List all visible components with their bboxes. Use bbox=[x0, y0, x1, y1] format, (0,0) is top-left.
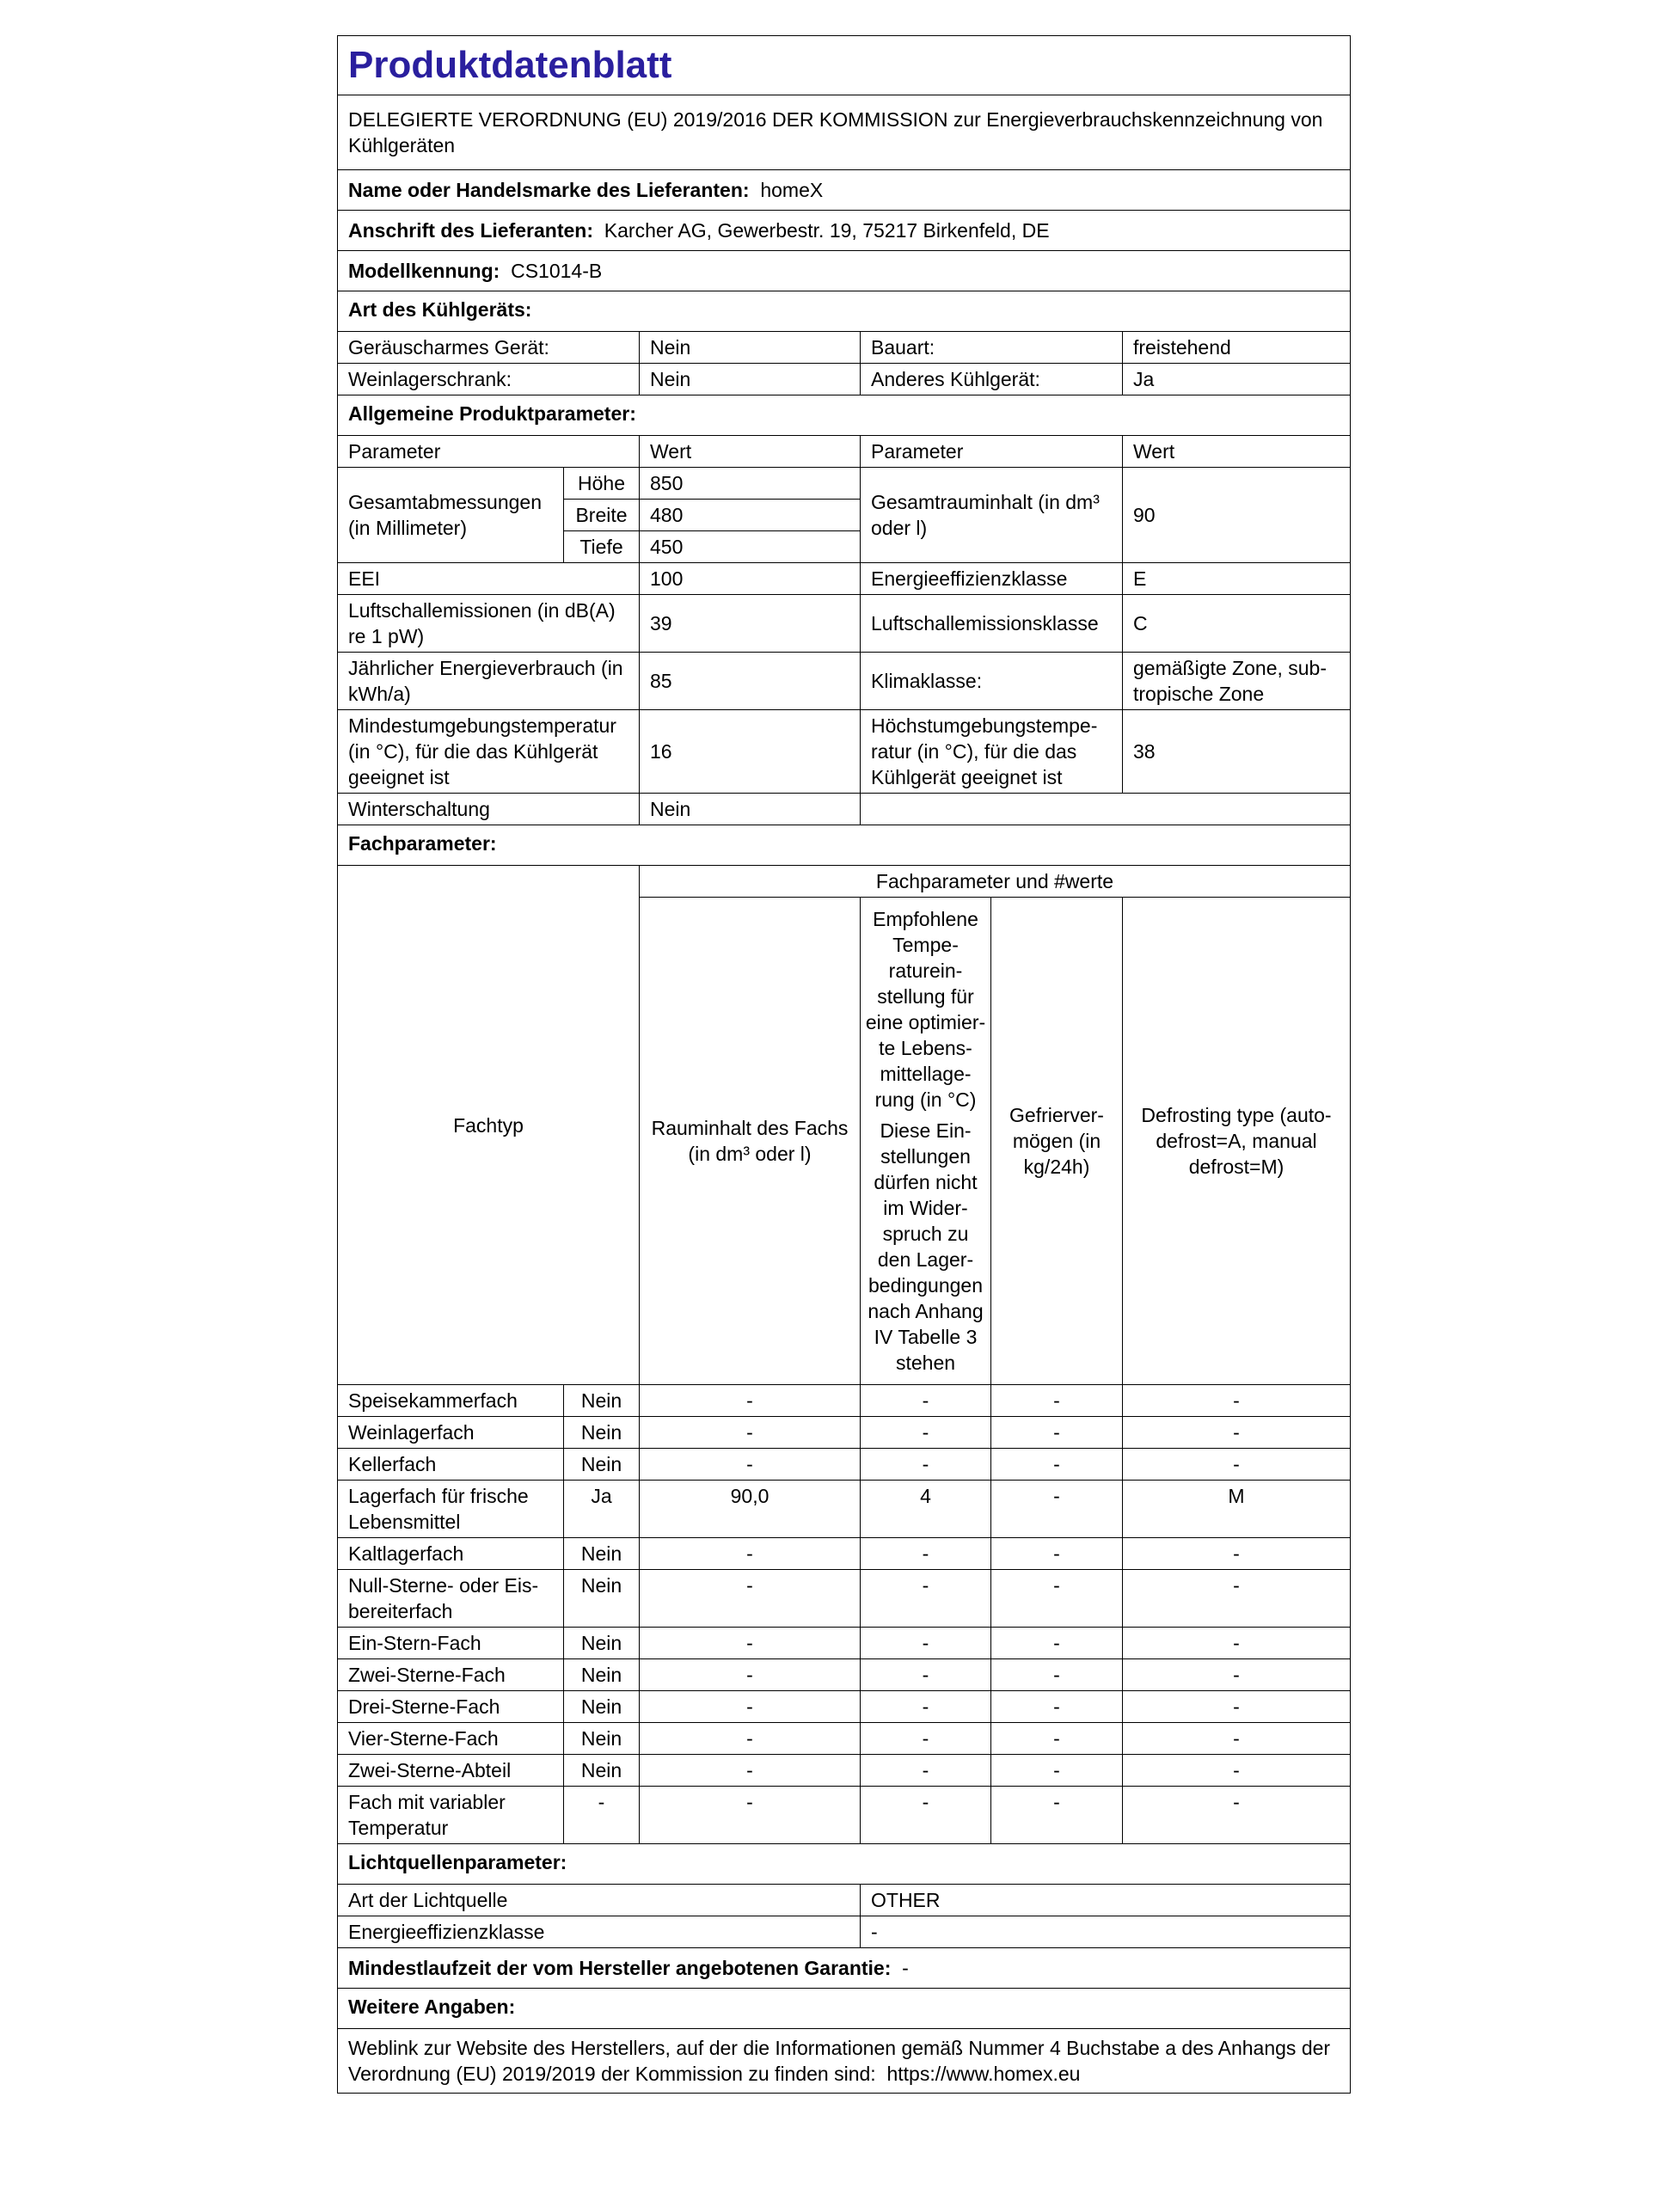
device-type-row bbox=[338, 332, 1351, 364]
fachtyp-header: Fachtyp bbox=[338, 866, 640, 1385]
max-temp-value: 38 bbox=[1123, 710, 1351, 794]
compartment-freeze-capacity: - bbox=[991, 1481, 1123, 1538]
model-value: CS1014-B bbox=[511, 260, 603, 282]
depth-value: 450 bbox=[640, 531, 861, 563]
compartments-group-header-row bbox=[338, 866, 1351, 898]
supplier-name-value: homeX bbox=[760, 179, 824, 201]
compartment-freeze-capacity: - bbox=[991, 1628, 1123, 1659]
compartment-present: Nein bbox=[564, 1691, 640, 1723]
page-title: Produktdatenblatt bbox=[348, 44, 672, 86]
device-type-heading: Art des Kühlgeräts: bbox=[338, 291, 1351, 332]
compartment-volume: - bbox=[640, 1659, 861, 1691]
device-type-row bbox=[338, 364, 1351, 395]
warranty-row bbox=[338, 1948, 1351, 1989]
table-row bbox=[338, 1449, 1351, 1481]
eei-label: EEI bbox=[338, 563, 640, 595]
width-label: Breite bbox=[564, 500, 640, 531]
compartment-temperature: - bbox=[861, 1449, 991, 1481]
regulation-row bbox=[338, 95, 1351, 170]
temperature-header-text: Empfohlene Temperatureinstellung für eine optimierte Lebensmittellagerung (in °C) bbox=[865, 908, 986, 1111]
compartment-temperature: - bbox=[861, 1570, 991, 1628]
compartment-freeze-capacity: - bbox=[991, 1755, 1123, 1787]
temperature-header bbox=[861, 898, 991, 1385]
compartment-present: Nein bbox=[564, 1385, 640, 1417]
compartment-defrost-type: - bbox=[1123, 1538, 1351, 1570]
winter-value: Nein bbox=[640, 794, 861, 825]
general-heading: Allgemeine Produktparameter: bbox=[338, 395, 1351, 436]
table-row bbox=[338, 1385, 1351, 1417]
further-heading: Weitere Angaben: bbox=[338, 1989, 1351, 2029]
compartment-name: Fach mit variabler Temperatur bbox=[338, 1787, 564, 1844]
column-header: Parameter bbox=[338, 436, 640, 468]
compartment-name: Weinlagerfach bbox=[338, 1417, 564, 1449]
temperature-header-note: Diese Einstellungen dürfen nicht im Widerspruch zu den Lagerbedingungen nach Anhang IV Tabelle 3 stehen bbox=[868, 1119, 984, 1374]
min-temp-label: Mindestumgebungstemperatur (in °C), für die das Kühlgerät geeignet ist bbox=[338, 710, 640, 794]
compartment-defrost-type: - bbox=[1123, 1570, 1351, 1628]
compartment-present: Nein bbox=[564, 1570, 640, 1628]
device-type-label: Anderes Kühlgerät: bbox=[861, 364, 1123, 395]
climate-value: gemäßigte Zone, subtropische Zone bbox=[1123, 653, 1351, 710]
volume-header: Rauminhalt des Fachs (in dm³ oder l) bbox=[640, 898, 861, 1385]
compartment-name: Drei-Sterne-Fach bbox=[338, 1691, 564, 1723]
noise-label: Luftschallemissionen (in dB(A) re 1 pW) bbox=[338, 595, 640, 653]
device-type-value: Nein bbox=[640, 332, 861, 364]
climate-label: Klimaklasse: bbox=[861, 653, 1123, 710]
compartment-temperature: - bbox=[861, 1787, 991, 1844]
freeze-header: Gefriervermögen (in kg/24h) bbox=[991, 898, 1123, 1385]
compartment-name: Speisekammerfach bbox=[338, 1385, 564, 1417]
compartment-freeze-capacity: - bbox=[991, 1691, 1123, 1723]
empty-cell bbox=[861, 794, 1351, 825]
compartment-freeze-capacity: - bbox=[991, 1417, 1123, 1449]
compartment-freeze-capacity: - bbox=[991, 1787, 1123, 1844]
light-class-row bbox=[338, 1916, 1351, 1948]
noise-class-label: Luftschallemissionsklasse bbox=[861, 595, 1123, 653]
energy-class-value: E bbox=[1123, 563, 1351, 595]
width-value: 480 bbox=[640, 500, 861, 531]
table-row bbox=[338, 1659, 1351, 1691]
compartment-temperature: - bbox=[861, 1755, 991, 1787]
compartment-temperature: - bbox=[861, 1417, 991, 1449]
compartment-present: Nein bbox=[564, 1449, 640, 1481]
warranty-value: - bbox=[902, 1957, 909, 1979]
energy-label: Jährlicher Energieverbrauch (in kWh/a) bbox=[338, 653, 640, 710]
compartment-volume: - bbox=[640, 1538, 861, 1570]
compartment-volume: - bbox=[640, 1570, 861, 1628]
compartment-name: Zwei-Sterne-Abteil bbox=[338, 1755, 564, 1787]
compartment-temperature: - bbox=[861, 1538, 991, 1570]
light-type-row bbox=[338, 1885, 1351, 1916]
compartment-volume: - bbox=[640, 1385, 861, 1417]
group-header: Fachparameter und #werte bbox=[640, 866, 1351, 898]
noise-class-value: C bbox=[1123, 595, 1351, 653]
light-type-value: OTHER bbox=[861, 1885, 1351, 1916]
energy-value: 85 bbox=[640, 653, 861, 710]
device-type-value: freistehend bbox=[1123, 332, 1351, 364]
volume-value: 90 bbox=[1123, 468, 1351, 563]
warranty-label: Mindestlaufzeit der vom Hersteller angebotenen Garantie: bbox=[348, 1957, 892, 1979]
supplier-address-value: Karcher AG, Gewerbestr. 19, 75217 Birkenfeld, DE bbox=[604, 219, 1050, 242]
compartment-defrost-type: M bbox=[1123, 1481, 1351, 1538]
compartment-defrost-type: - bbox=[1123, 1787, 1351, 1844]
light-type-label: Art der Lichtquelle bbox=[338, 1885, 861, 1916]
device-type-heading-row bbox=[338, 291, 1351, 332]
compartment-name: Lagerfach für frische Lebensmittel bbox=[338, 1481, 564, 1538]
compartment-defrost-type: - bbox=[1123, 1628, 1351, 1659]
min-temp-value: 16 bbox=[640, 710, 861, 794]
compartment-freeze-capacity: - bbox=[991, 1385, 1123, 1417]
compartment-name: Kaltlagerfach bbox=[338, 1538, 564, 1570]
dimensions-label: Gesamtabmessungen (in Millimeter) bbox=[338, 468, 564, 563]
compartment-present: Nein bbox=[564, 1723, 640, 1755]
further-row bbox=[338, 2029, 1351, 2094]
compartment-volume: - bbox=[640, 1417, 861, 1449]
compartment-defrost-type: - bbox=[1123, 1417, 1351, 1449]
title-row bbox=[338, 36, 1351, 95]
compartment-freeze-capacity: - bbox=[991, 1538, 1123, 1570]
dimensions-row bbox=[338, 468, 1351, 500]
compartment-name: Zwei-Sterne-Fach bbox=[338, 1659, 564, 1691]
noise-row bbox=[338, 595, 1351, 653]
energy-row bbox=[338, 653, 1351, 710]
compartment-present: Nein bbox=[564, 1659, 640, 1691]
product-data-sheet bbox=[337, 35, 1350, 2094]
device-type-label: Geräuscharmes Gerät: bbox=[338, 332, 640, 364]
light-class-label: Energieeffizienzklasse bbox=[338, 1916, 861, 1948]
table-row bbox=[338, 1417, 1351, 1449]
temperature-row bbox=[338, 710, 1351, 794]
compartment-present: Nein bbox=[564, 1538, 640, 1570]
compartments-body bbox=[338, 1385, 1351, 1844]
compartment-defrost-type: - bbox=[1123, 1449, 1351, 1481]
supplier-address-row bbox=[338, 211, 1351, 251]
compartment-present: Ja bbox=[564, 1481, 640, 1538]
column-header: Wert bbox=[640, 436, 861, 468]
table-row bbox=[338, 1755, 1351, 1787]
max-temp-label: Höchstumgebungstemperatur (in °C), für die das Kühlgerät geeignet ist bbox=[861, 710, 1123, 794]
compartment-temperature: 4 bbox=[861, 1481, 991, 1538]
compartment-name: Ein-Stern-Fach bbox=[338, 1628, 564, 1659]
depth-label: Tiefe bbox=[564, 531, 640, 563]
height-value: 850 bbox=[640, 468, 861, 500]
device-type-value: Ja bbox=[1123, 364, 1351, 395]
column-header: Wert bbox=[1123, 436, 1351, 468]
eei-row bbox=[338, 563, 1351, 595]
defrost-header: Defrosting type (auto-defrost=A, manual defrost=M) bbox=[1123, 898, 1351, 1385]
compartment-defrost-type: - bbox=[1123, 1691, 1351, 1723]
manufacturer-link[interactable]: https://www.homex.eu bbox=[886, 2063, 1081, 2085]
compartment-volume: - bbox=[640, 1755, 861, 1787]
supplier-name-row bbox=[338, 170, 1351, 211]
table-row bbox=[338, 1481, 1351, 1538]
height-label: Höhe bbox=[564, 468, 640, 500]
compartment-temperature: - bbox=[861, 1659, 991, 1691]
compartment-present: Nein bbox=[564, 1417, 640, 1449]
general-header-row bbox=[338, 436, 1351, 468]
compartment-volume: - bbox=[640, 1723, 861, 1755]
table-row bbox=[338, 1570, 1351, 1628]
model-label: Modellkennung: bbox=[348, 260, 500, 282]
table-row bbox=[338, 1538, 1351, 1570]
column-header: Parameter bbox=[861, 436, 1123, 468]
compartments-heading-row bbox=[338, 825, 1351, 866]
compartment-temperature: - bbox=[861, 1723, 991, 1755]
device-type-label: Bauart: bbox=[861, 332, 1123, 364]
compartment-temperature: - bbox=[861, 1385, 991, 1417]
compartment-freeze-capacity: - bbox=[991, 1723, 1123, 1755]
winter-row bbox=[338, 794, 1351, 825]
compartment-temperature: - bbox=[861, 1628, 991, 1659]
compartment-defrost-type: - bbox=[1123, 1723, 1351, 1755]
supplier-name-label: Name oder Handelsmarke des Lieferanten: bbox=[348, 179, 750, 201]
compartment-defrost-type: - bbox=[1123, 1755, 1351, 1787]
winter-label: Winterschaltung bbox=[338, 794, 640, 825]
compartment-volume: 90,0 bbox=[640, 1481, 861, 1538]
compartment-defrost-type: - bbox=[1123, 1385, 1351, 1417]
compartment-present: Nein bbox=[564, 1755, 640, 1787]
light-heading: Lichtquellenparameter: bbox=[338, 1844, 1351, 1885]
noise-value: 39 bbox=[640, 595, 861, 653]
general-heading-row bbox=[338, 395, 1351, 436]
compartments-heading: Fachparameter: bbox=[338, 825, 1351, 866]
device-type-label: Weinlagerschrank: bbox=[338, 364, 640, 395]
compartment-freeze-capacity: - bbox=[991, 1570, 1123, 1628]
supplier-address-label: Anschrift des Lieferanten: bbox=[348, 219, 593, 242]
compartment-name: Vier-Sterne-Fach bbox=[338, 1723, 564, 1755]
model-row bbox=[338, 251, 1351, 291]
compartment-defrost-type: - bbox=[1123, 1659, 1351, 1691]
further-heading-row bbox=[338, 1989, 1351, 2029]
table-row bbox=[338, 1787, 1351, 1844]
compartment-freeze-capacity: - bbox=[991, 1449, 1123, 1481]
table-row bbox=[338, 1628, 1351, 1659]
table-row bbox=[338, 1723, 1351, 1755]
energy-class-label: Energieeffizienzklasse bbox=[861, 563, 1123, 595]
compartment-temperature: - bbox=[861, 1691, 991, 1723]
compartment-freeze-capacity: - bbox=[991, 1659, 1123, 1691]
light-heading-row bbox=[338, 1844, 1351, 1885]
compartment-volume: - bbox=[640, 1628, 861, 1659]
compartment-name: Null-Sterne- oder Eisbereiterfach bbox=[338, 1570, 564, 1628]
light-class-value: - bbox=[861, 1916, 1351, 1948]
compartment-volume: - bbox=[640, 1449, 861, 1481]
eei-value: 100 bbox=[640, 563, 861, 595]
volume-label: Gesamtrauminhalt (in dm³ oder l) bbox=[861, 468, 1123, 563]
compartment-name: Kellerfach bbox=[338, 1449, 564, 1481]
datasheet-table bbox=[337, 35, 1351, 2094]
compartment-volume: - bbox=[640, 1691, 861, 1723]
compartment-volume: - bbox=[640, 1787, 861, 1844]
table-row bbox=[338, 1691, 1351, 1723]
compartment-present: Nein bbox=[564, 1628, 640, 1659]
compartment-present: - bbox=[564, 1787, 640, 1844]
further-text: Weblink zur Website des Herstellers, auf der die Informationen gemäß Nummer 4 Buchstabe a des Anhangs der Verordnung (EU) 2019/2019 der Kommission zu finden sind: bbox=[348, 2037, 1331, 2085]
device-type-value: Nein bbox=[640, 364, 861, 395]
regulation-text: DELEGIERTE VERORDNUNG (EU) 2019/2016 DER KOMMISSION zur Energieverbrauchskennzeichnung von Kühlgeräten bbox=[338, 95, 1351, 170]
